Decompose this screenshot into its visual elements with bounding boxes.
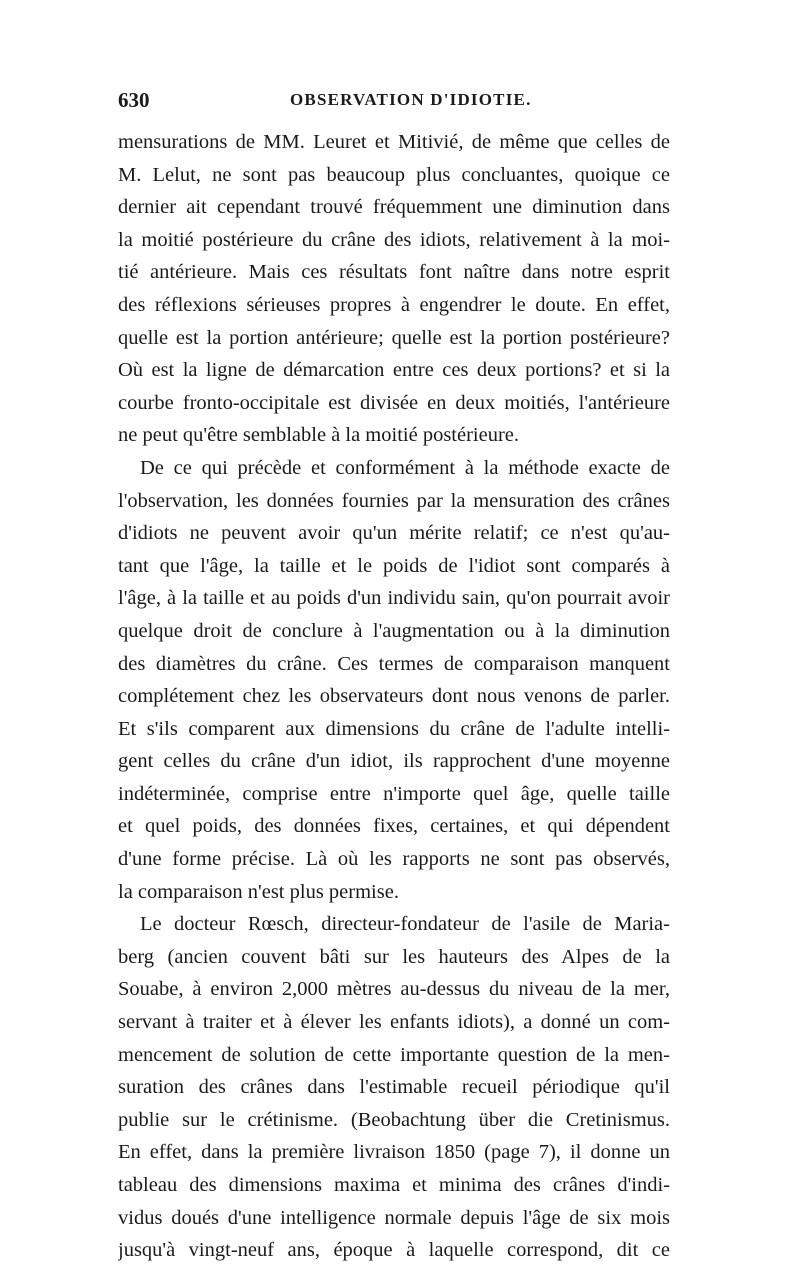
text-line: publie sur le crétinisme. (Beobachtung über die Cretinismus. <box>118 1108 670 1131</box>
text-line: la comparaison n'est plus permise. <box>118 880 399 903</box>
text-line: De ce qui précède et conformément à la méthode exacte de <box>140 456 670 479</box>
text-line: suration des crânes dans l'estimable recueil périodique qu'il <box>118 1076 670 1099</box>
text-line: courbe fronto-occipitale est divisée en deux moitiés, l'antérieure <box>118 391 670 414</box>
text-line: jusqu'à vingt-neuf ans, époque à laquelle correspond, dit ce <box>118 1239 670 1262</box>
text-line: gent celles du crâne d'un idiot, ils rapprochent d'une moyenne <box>118 750 670 773</box>
text-line: tant que l'âge, la taille et le poids de l'idiot sont comparés à <box>118 554 670 577</box>
text-line: indéterminée, comprise entre n'importe quel âge, quelle taille <box>118 782 670 805</box>
text-line: des réflexions sérieuses propres à engendrer le doute. En effet, <box>118 293 670 316</box>
text-line: Où est la ligne de démarcation entre ces deux portions? et si la <box>118 359 670 382</box>
text-line: En effet, dans la première livraison 1850 (page 7), il donne un <box>118 1141 670 1164</box>
running-title: OBSERVATION D'IDIOTIE. <box>290 90 532 109</box>
text-line: dernier ait cependant trouvé fréquemment une diminution dans <box>118 196 670 219</box>
text-line: d'idiots ne peuvent avoir qu'un mérite relatif; ce n'est qu'au- <box>118 522 670 545</box>
text-line: vidus doués d'une intelligence normale depuis l'âge de six mois <box>118 1206 670 1229</box>
body-text <box>118 126 670 1267</box>
text-line: Souabe, à environ 2,000 mètres au-dessus du niveau de la mer, <box>118 978 670 1001</box>
text-line: M. Lelut, ne sont pas beaucoup plus concluantes, quoique ce <box>118 163 670 186</box>
text-line: la moitié postérieure du crâne des idiots, relativement à la moi- <box>118 228 670 251</box>
page-number: 630 <box>118 88 150 112</box>
text-line: d'une forme précise. Là où les rapports ne sont pas observés, <box>118 848 670 871</box>
text-line: mensurations de MM. Leuret et Mitivié, de même que celles de <box>118 131 670 153</box>
text-line: servant à traiter et à élever les enfants idiots), a donné un com- <box>118 1011 670 1034</box>
text-line: tié antérieure. Mais ces résultats font naître dans notre esprit <box>118 261 670 284</box>
text-line: quelque droit de conclure à l'augmentation ou à la diminution <box>118 619 670 642</box>
text-line: l'observation, les données fournies par la mensuration des crânes <box>118 489 670 512</box>
text-line: et quel poids, des données fixes, certaines, et qui dépendent <box>118 815 670 838</box>
text-line: mencement de solution de cette importante question de la men- <box>118 1043 670 1066</box>
text-line: l'âge, à la taille et au poids d'un individu sain, qu'on pourrait avoir <box>118 587 670 610</box>
text-line: tableau des dimensions maxima et minima des crânes d'indi- <box>118 1174 670 1196</box>
text-line: Le docteur Rœsch, directeur-fondateur de l'asile de Maria- <box>140 913 670 936</box>
text-line: complétement chez les observateurs dont nous venons de parler. <box>118 685 670 708</box>
text-line: berg (ancien couvent bâti sur les hauteurs des Alpes de la <box>118 945 670 968</box>
text-line: des diamètres du crâne. Ces termes de comparaison manquent <box>118 652 670 675</box>
text-line: Et s'ils comparent aux dimensions du crâne de l'adulte intelli- <box>118 717 670 740</box>
page-header <box>118 88 670 114</box>
text-line: ne peut qu'être semblable à la moitié postérieure. <box>118 424 520 447</box>
text-line: quelle est la portion antérieure; quelle est la portion postérieure? <box>118 326 670 349</box>
